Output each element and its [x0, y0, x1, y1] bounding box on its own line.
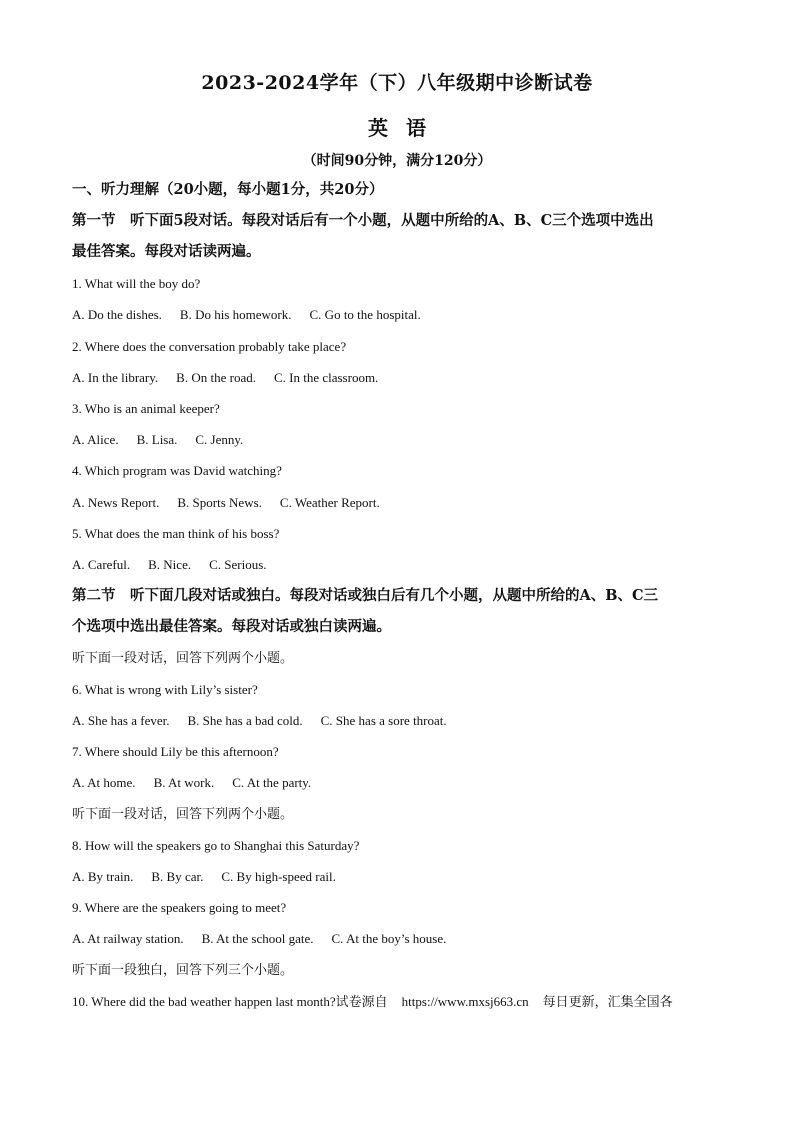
option-a: A. Careful. [72, 557, 131, 572]
option-b: B. At work. [153, 775, 215, 790]
question-5: 5. What does the man think of his boss? [72, 526, 280, 541]
option-a: A. Alice. [72, 432, 119, 447]
option-c: C. She has a sore throat. [320, 713, 447, 728]
question-3: 3. Who is an animal keeper? [72, 401, 220, 416]
question-9-options [72, 930, 732, 948]
question-1-options [72, 306, 732, 324]
dialogue-intro-2: 听下面一段对话，回答下列两个小题。 [72, 807, 294, 822]
exam-time-note: （时间90分钟，满分120分） [302, 153, 492, 169]
option-a: A. She has a fever. [72, 713, 170, 728]
option-b: B. On the road. [176, 370, 256, 385]
option-a: A. Do the dishes. [72, 307, 162, 322]
option-b: B. At the school gate. [201, 931, 314, 946]
option-a: A. News Report. [72, 495, 160, 510]
option-c: C. At the boy’s house. [331, 931, 447, 946]
dialogue-intro-1: 听下面一段对话，回答下列两个小题。 [72, 651, 294, 666]
exam-title: 2023-2024学年（下）八年级期中诊断试卷 [201, 72, 593, 94]
question-5-options [72, 556, 732, 574]
question-3-options [72, 431, 732, 449]
question-7-options [72, 774, 732, 792]
question-1: 1. What will the boy do? [72, 276, 201, 291]
question-4: 4. Which program was David watching? [72, 463, 282, 478]
source-tail: 每日更新，汇集全国各 [542, 995, 673, 1010]
option-c: C. By high-speed rail. [221, 869, 336, 884]
option-b: B. Sports News. [177, 495, 262, 510]
source-note: 试卷源自 [335, 995, 388, 1010]
exam-subject: 英语 [368, 116, 444, 140]
option-b: B. Do his homework. [179, 307, 292, 322]
section2-instruction-line1: 第二节 听下面几段对话或独白。每段对话或独白后有几个小题，从题中所给的A、B、C三 [72, 587, 659, 604]
option-c: C. Serious. [209, 557, 267, 572]
section1-instruction-line1: 第一节 听下面5段对话。每段对话后有一个小题，从题中所给的A、B、C三个选项中选出 [72, 212, 654, 229]
option-b: B. Lisa. [136, 432, 178, 447]
option-c: C. Go to the hospital. [309, 307, 421, 322]
question-10 [72, 993, 732, 1012]
option-b: B. She has a bad cold. [187, 713, 303, 728]
question-6: 6. What is wrong with Lily’s sister? [72, 682, 258, 697]
option-c: C. In the classroom. [273, 370, 379, 385]
option-a: A. In the library. [72, 370, 159, 385]
question-6-options [72, 712, 732, 730]
source-url[interactable]: https://www.mxsj663.cn [401, 994, 529, 1009]
option-c: C. At the party. [232, 775, 312, 790]
option-a: A. At railway station. [72, 931, 184, 946]
option-a: A. At home. [72, 775, 136, 790]
question-9: 9. Where are the speakers going to meet? [72, 900, 287, 915]
option-b: B. By car. [151, 869, 204, 884]
part1-heading: 一、听力理解（20小题，每小题1分，共20分） [72, 181, 384, 198]
question-10-text: 10. Where did the bad weather happen last month? [72, 994, 336, 1009]
question-7: 7. Where should Lily be this afternoon? [72, 744, 279, 759]
option-c: C. Weather Report. [279, 495, 380, 510]
question-2: 2. Where does the conversation probably take place? [72, 339, 347, 354]
option-b: B. Nice. [148, 557, 192, 572]
question-4-options [72, 494, 732, 512]
question-8-options [72, 868, 732, 886]
question-8: 8. How will the speakers go to Shanghai this Saturday? [72, 838, 360, 853]
question-2-options [72, 369, 732, 387]
option-c: C. Jenny. [195, 432, 244, 447]
option-a: A. By train. [72, 869, 134, 884]
section1-instruction-line2: 最佳答案。每段对话读两遍。 [72, 243, 261, 260]
monologue-intro: 听下面一段独白，回答下列三个小题。 [72, 963, 294, 978]
section2-instruction-line2: 个选项中选出最佳答案。每段对话或独白读两遍。 [72, 618, 391, 635]
